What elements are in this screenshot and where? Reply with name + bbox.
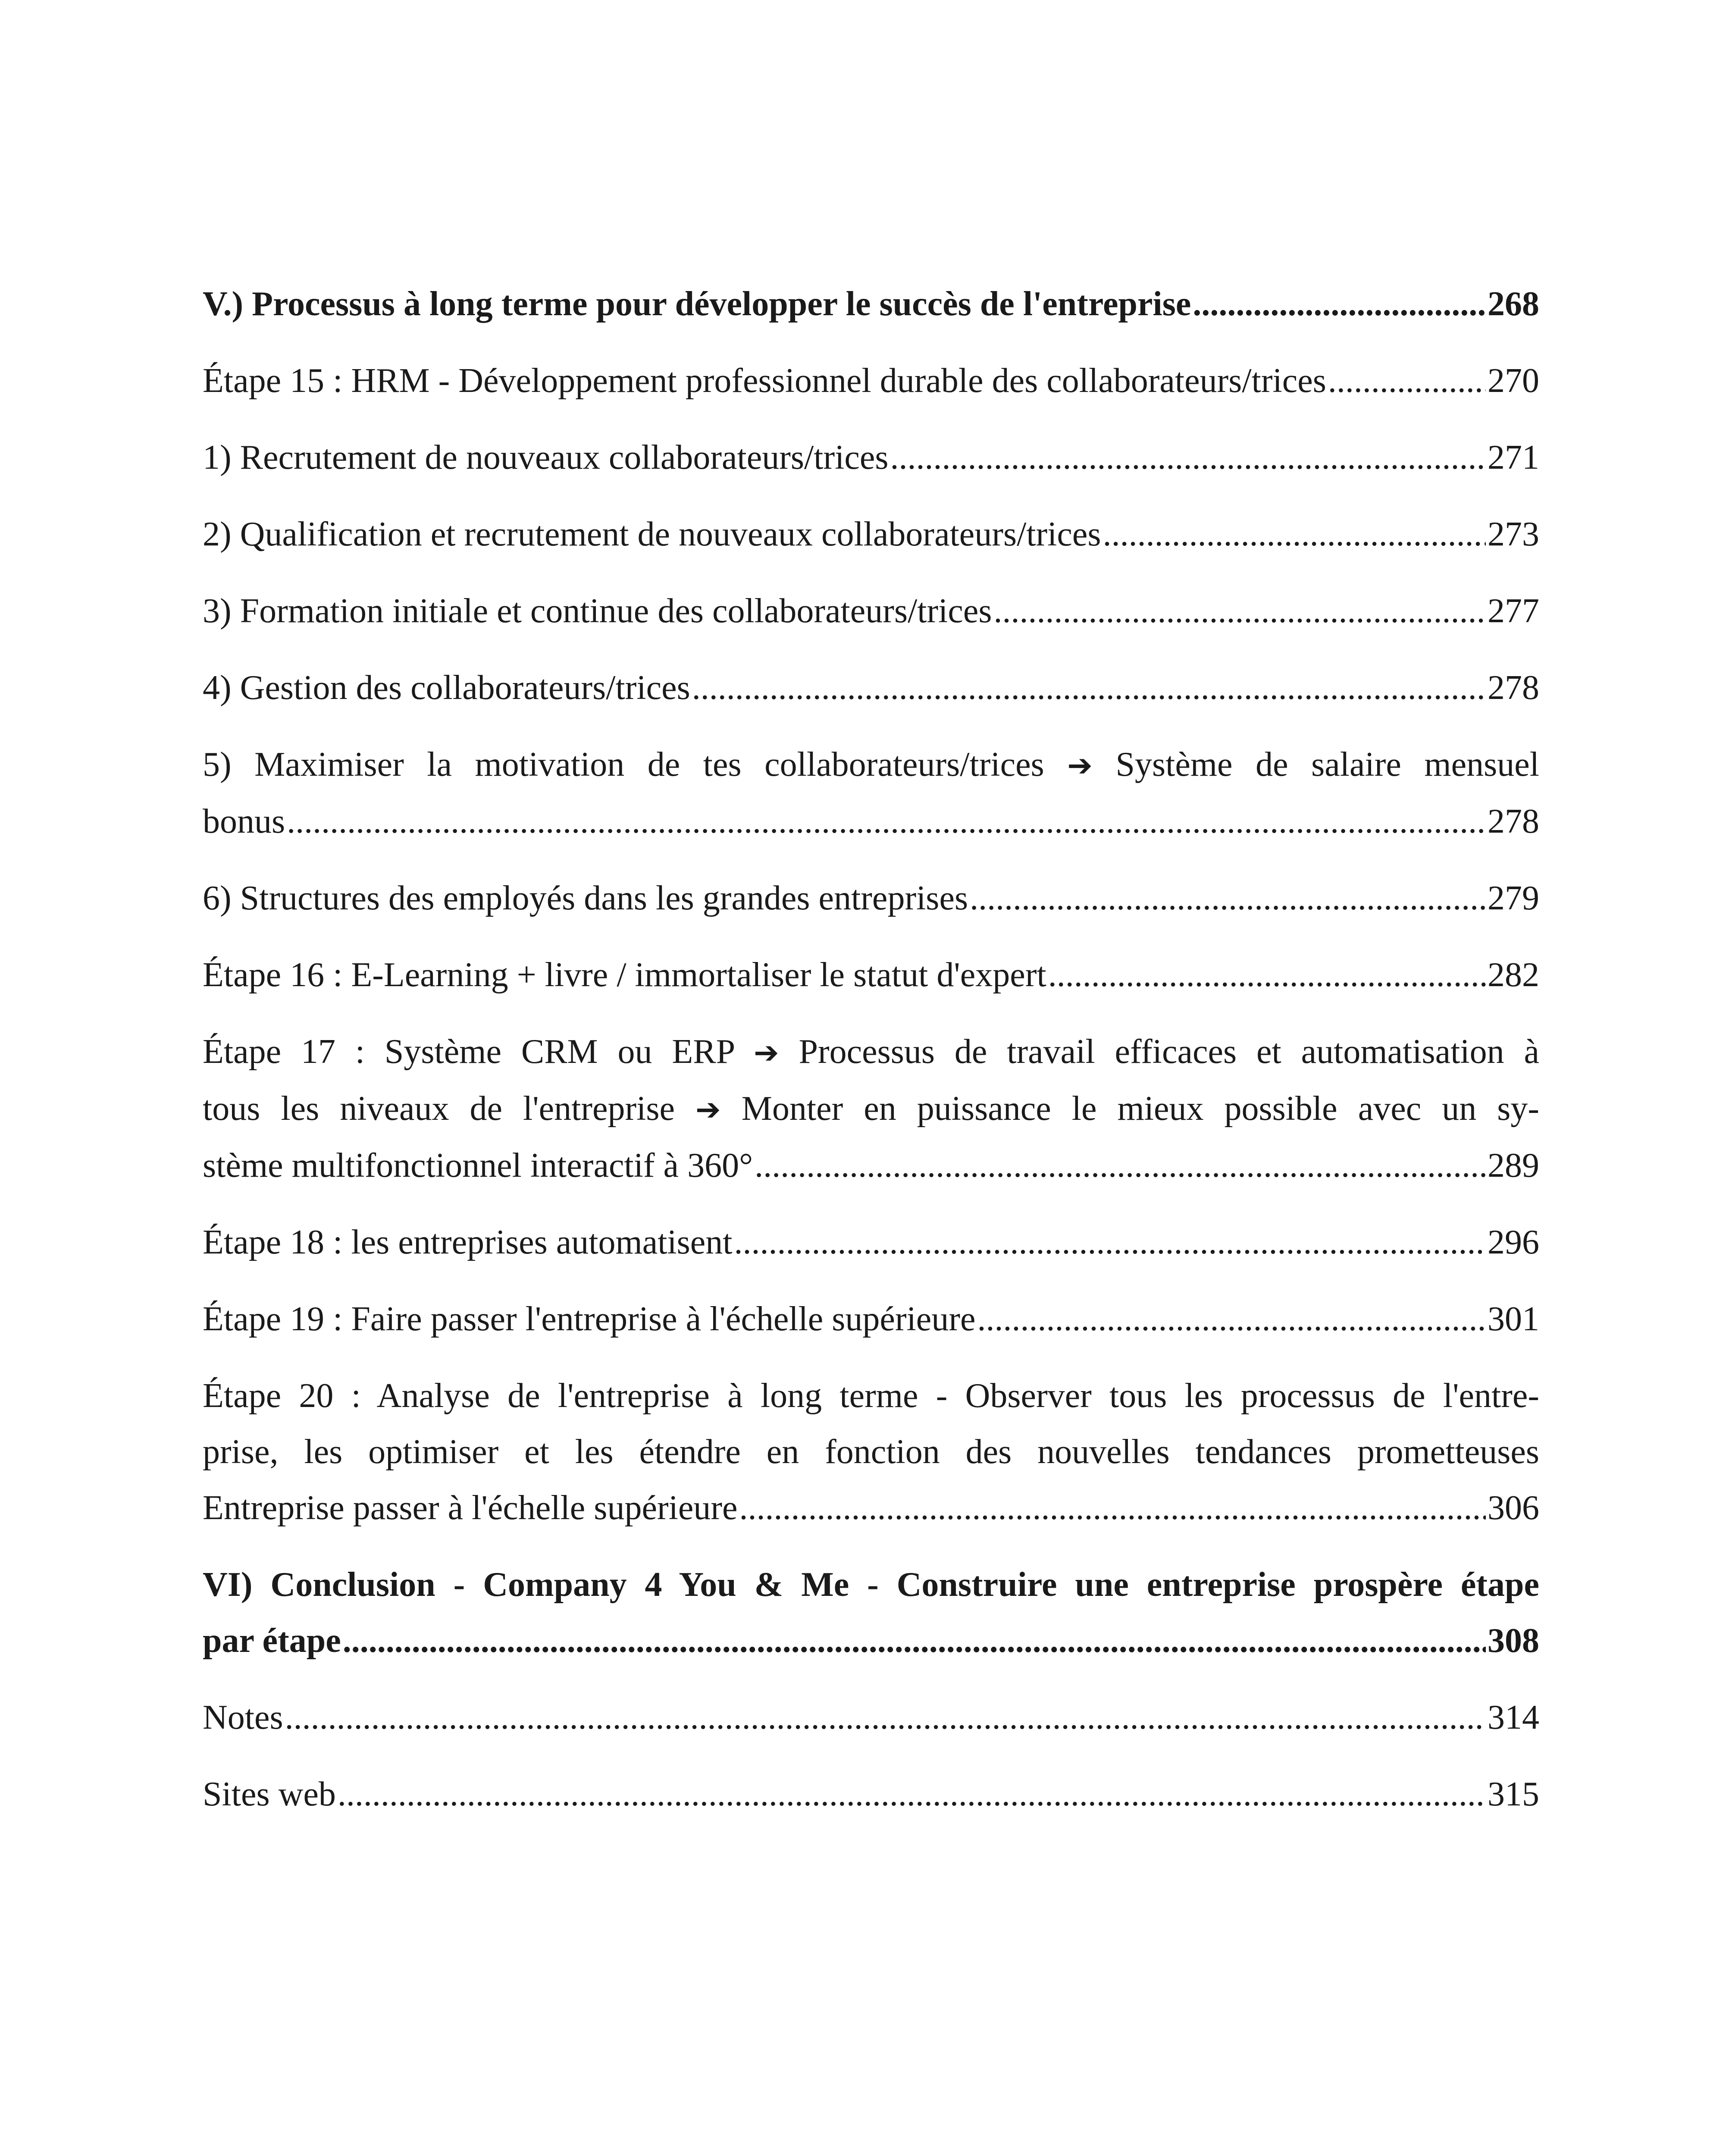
toc-entry bbox=[203, 660, 1539, 716]
toc-entry bbox=[203, 736, 1539, 849]
toc-entry-line: VI) Conclusion - Company 4 You & Me - Construire une entreprise prospère étape bbox=[203, 1566, 1539, 1604]
toc-entry bbox=[203, 947, 1539, 1003]
dot-leader bbox=[1193, 276, 1486, 332]
toc-entry bbox=[203, 1214, 1539, 1270]
toc-page-number: 301 bbox=[1488, 1300, 1539, 1338]
dot-leader bbox=[994, 583, 1486, 639]
toc-entry bbox=[203, 1557, 1539, 1669]
toc-entry-line: tous les niveaux de l'entreprise ➔ Monter en puissance le mieux possible avec un sy- bbox=[203, 1090, 1540, 1128]
toc-entry-title-line bbox=[203, 506, 1539, 562]
toc-entry-title-line bbox=[203, 1214, 1539, 1270]
toc-page-number: 271 bbox=[1488, 439, 1539, 476]
toc-entry-title-line bbox=[203, 1613, 1539, 1669]
toc-entry-title-line bbox=[203, 429, 1539, 486]
dot-leader bbox=[739, 1480, 1486, 1536]
toc-page-number: 268 bbox=[1488, 285, 1539, 323]
arrow-right-icon: ➔ bbox=[695, 1092, 721, 1127]
toc-entry-title: Étape 19 : Faire passer l'entreprise à l'échelle supérieure bbox=[203, 1300, 976, 1338]
toc-entry bbox=[203, 506, 1539, 562]
toc-entry-title: par étape bbox=[203, 1622, 341, 1660]
toc-entry-title-line bbox=[203, 870, 1539, 926]
toc-entry-title: bonus bbox=[203, 802, 285, 840]
toc-entry-title: Notes bbox=[203, 1698, 283, 1736]
toc-entry bbox=[203, 1766, 1539, 1822]
toc-entry bbox=[203, 1368, 1539, 1536]
toc-page-number: 289 bbox=[1488, 1147, 1539, 1185]
toc-entry-title-line bbox=[203, 353, 1539, 409]
toc-entry-title: stème multifonctionnel interactif à 360° bbox=[203, 1147, 753, 1185]
toc-entry-title-line bbox=[203, 947, 1539, 1003]
toc-entry-title: 1) Recrutement de nouveaux collaborateurs/trices bbox=[203, 439, 889, 476]
dot-leader bbox=[338, 1766, 1486, 1822]
toc-page-number: 279 bbox=[1488, 879, 1539, 917]
toc-entry-title: Étape 18 : les entreprises automatisent bbox=[203, 1223, 733, 1261]
toc-page-number: 282 bbox=[1488, 956, 1539, 994]
toc-page-number: 314 bbox=[1488, 1698, 1539, 1736]
toc-page-number: 277 bbox=[1488, 592, 1539, 630]
toc-page-number: 270 bbox=[1488, 362, 1539, 400]
dot-leader bbox=[1103, 506, 1486, 562]
arrow-right-icon: ➔ bbox=[754, 1035, 779, 1070]
dot-leader bbox=[890, 429, 1486, 486]
toc-page-number: 296 bbox=[1488, 1223, 1539, 1261]
toc-entry-title-line bbox=[203, 583, 1539, 639]
toc-entry bbox=[203, 276, 1539, 332]
toc-page-number: 315 bbox=[1488, 1775, 1539, 1813]
toc-entry-title-line bbox=[203, 1138, 1539, 1194]
toc-entry-title: Sites web bbox=[203, 1775, 336, 1813]
toc-page-number: 278 bbox=[1488, 802, 1539, 840]
toc-entry-line: Étape 17 : Système CRM ou ERP ➔ Processus de travail efficaces et automatisation à bbox=[203, 1033, 1539, 1071]
dot-leader bbox=[285, 1689, 1486, 1745]
toc-entry bbox=[203, 429, 1539, 486]
dot-leader bbox=[734, 1214, 1486, 1270]
dot-leader bbox=[692, 660, 1486, 716]
toc-entry bbox=[203, 583, 1539, 639]
dot-leader bbox=[970, 870, 1486, 926]
toc-entry-title: Étape 16 : E-Learning + livre / immortaliser le statut d'expert bbox=[203, 956, 1046, 994]
dot-leader bbox=[343, 1613, 1486, 1669]
toc-entry bbox=[203, 353, 1539, 409]
table-of-contents bbox=[203, 276, 1539, 1843]
dot-leader bbox=[287, 793, 1486, 849]
toc-page-number: 306 bbox=[1488, 1489, 1539, 1527]
toc-entry-title-line bbox=[203, 1766, 1539, 1822]
toc-page-number: 273 bbox=[1488, 515, 1539, 553]
toc-entry-line: prise, les optimiser et les étendre en fonction des nouvelles tendances prometteuses bbox=[203, 1433, 1539, 1471]
toc-entry-title-line bbox=[203, 793, 1539, 849]
toc-page-number: 308 bbox=[1488, 1622, 1539, 1660]
toc-entry-title: V.) Processus à long terme pour développer le succès de l'entreprise bbox=[203, 285, 1191, 323]
toc-entry-title: Étape 15 : HRM - Développement professionnel durable des collaborateurs/trices bbox=[203, 362, 1326, 400]
toc-entry bbox=[203, 870, 1539, 926]
dot-leader bbox=[755, 1138, 1486, 1194]
toc-entry-line: Étape 20 : Analyse de l'entreprise à long terme - Observer tous les processus de l'entre- bbox=[203, 1377, 1539, 1415]
toc-entry bbox=[203, 1024, 1539, 1194]
toc-entry-title: 4) Gestion des collaborateurs/trices bbox=[203, 669, 690, 707]
toc-entry-title-line bbox=[203, 1291, 1539, 1347]
toc-entry-title: 3) Formation initiale et continue des collaborateurs/trices bbox=[203, 592, 992, 630]
dot-leader bbox=[977, 1291, 1486, 1347]
toc-entry-title-line bbox=[203, 1689, 1539, 1745]
dot-leader bbox=[1048, 947, 1486, 1003]
arrow-right-icon: ➔ bbox=[1067, 748, 1093, 783]
toc-entry-title-line bbox=[203, 660, 1539, 716]
toc-entry-title: 6) Structures des employés dans les grandes entreprises bbox=[203, 879, 968, 917]
toc-entry-title: 2) Qualification et recrutement de nouveaux collaborateurs/trices bbox=[203, 515, 1101, 553]
toc-entry-title-line bbox=[203, 276, 1539, 332]
dot-leader bbox=[1328, 353, 1486, 409]
toc-entry-title: Entreprise passer à l'échelle supérieure bbox=[203, 1489, 738, 1527]
toc-entry bbox=[203, 1689, 1539, 1745]
toc-page-number: 278 bbox=[1488, 669, 1539, 707]
toc-entry-line: 5) Maximiser la motivation de tes collaborateurs/trices ➔ Système de salaire mensuel bbox=[203, 746, 1539, 783]
toc-entry-title-line bbox=[203, 1480, 1539, 1536]
toc-entry bbox=[203, 1291, 1539, 1347]
